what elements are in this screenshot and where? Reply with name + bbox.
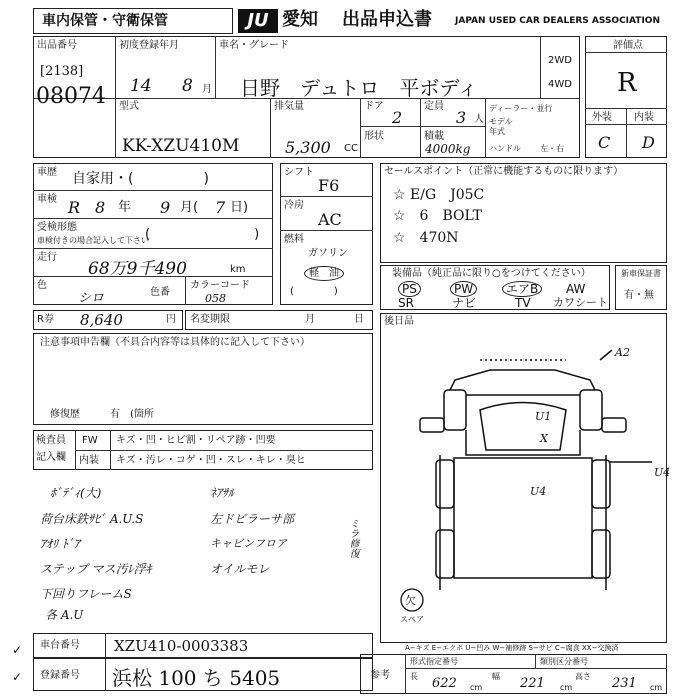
reg-month-unit: 月 — [202, 84, 212, 95]
note-left-4: ステップ マス汚ﾚ浮ｷ — [40, 562, 152, 576]
load-value: 4000kg — [425, 142, 471, 156]
shaken-era: R — [68, 198, 81, 217]
shaken-month: 9 — [160, 198, 171, 217]
type-designation-label: 形式指定番号 — [410, 657, 458, 666]
form-title: 出品申込書 — [342, 9, 432, 30]
damage-mark-x: X — [540, 432, 548, 445]
note-right-2: 左ドピラーサ部 — [210, 512, 295, 526]
model-label: 型式 — [119, 101, 139, 112]
inspector-label: 検査員 — [36, 435, 66, 446]
ju-logo: JU — [238, 9, 278, 33]
recycle-unit: 円 — [166, 314, 176, 325]
car-name: 日野 デュトロ 平ボディ — [240, 76, 478, 100]
sales-point-1: ☆ E/G J05C — [393, 187, 485, 203]
car-name-label: 車名・グレード — [219, 40, 289, 51]
dealer-label: ディーラー・並行 — [489, 104, 553, 113]
notes-label: 注意事項申告欄（不具合内容等は具体的に記入して下さい） — [40, 337, 310, 348]
note-left-2: 荷台床鉄ｻﾋﾞ A.U.S — [40, 512, 144, 526]
fw-label: FW — [82, 435, 98, 446]
plate-number: 浜松 100 ち 5405 — [112, 666, 281, 690]
chassis-number: XZU410-0003383 — [114, 637, 249, 655]
shape-label: 形状 — [364, 131, 384, 142]
reg-month: 8 — [182, 76, 193, 96]
shaken-day: 7 — [215, 198, 226, 217]
warranty-value: 有・無 — [624, 290, 654, 301]
shaken-month-unit: 月( — [180, 200, 199, 215]
drive-2wd: 2WD — [548, 55, 572, 66]
aircon-value: AC — [318, 210, 342, 229]
spare-mark: 欠 — [405, 594, 416, 607]
assoc-name: JAPAN USED CAR DEALERS ASSOCIATION — [455, 16, 660, 26]
note-left-1: ﾎﾞﾃﾞｨ(大) — [50, 486, 102, 500]
displacement-label: 排気量 — [274, 101, 304, 112]
load-label: 積載 — [424, 131, 444, 142]
lot-sub-number: [2138] — [40, 64, 84, 79]
interior-grade: D — [642, 133, 655, 152]
drive-4wd: 4WD — [548, 79, 572, 90]
sales-point-3: ☆ 470N — [393, 230, 459, 246]
equip-ps: PS — [398, 281, 421, 297]
doors-value: 2 — [392, 108, 403, 127]
length-label: 長 — [410, 672, 418, 681]
handle-label: ハンドル — [489, 144, 521, 153]
height-label: 高さ — [575, 672, 591, 681]
fuel-gas: ガソリン — [308, 248, 348, 259]
spare-label: スペア — [400, 615, 424, 624]
width-unit: cm — [560, 683, 573, 692]
name-change-label: 名変期限 — [190, 314, 230, 325]
damage-legend: A−キズ E−エクボ U−凹み W−補修跡 S−サビ C−腐食 XX−交換済 — [405, 644, 619, 652]
note-left-5: 下回りフレームS — [40, 587, 132, 601]
history-label: 車歴 — [37, 167, 57, 178]
warranty-label: 新車保証書 — [621, 269, 661, 278]
width-value: 221 — [520, 676, 545, 691]
check-mark-2: ✓ — [12, 670, 23, 684]
damage-mark-u4-bed: U4 — [530, 485, 547, 498]
year-label: 年式 — [489, 127, 505, 136]
displacement-unit: CC — [344, 143, 358, 154]
lot-number: 08074 — [36, 84, 106, 109]
storage-note-box — [33, 8, 233, 34]
fuel-label: 燃料 — [284, 234, 304, 245]
model-year-label: モデル — [489, 117, 513, 126]
mileage-unit: km — [230, 264, 246, 275]
rear-seat-label: 後日品 — [384, 316, 414, 327]
entry-label: 記入欄 — [36, 452, 66, 463]
reference-label: 参考 — [370, 670, 390, 681]
shaken-year: 8 — [95, 198, 106, 217]
fuel-diesel: 軽 油 — [304, 266, 344, 281]
color-code-title: カラーコード — [190, 280, 250, 291]
sales-points-label: セールスポイント（正常に機能するものに限ります） — [384, 166, 624, 177]
repair-label: 修復歴 — [50, 409, 80, 420]
org-name: 愛知 — [282, 9, 318, 30]
repair-value: 有 (箇所 — [110, 409, 154, 420]
model-value: KK-XZU410M — [122, 136, 240, 156]
name-change-day: 日 — [354, 314, 364, 325]
shaken-day-unit: 日) — [230, 200, 249, 215]
doors-label: ドア — [364, 101, 384, 112]
width-label: 幅 — [492, 672, 500, 681]
equip-pw: PW — [450, 281, 477, 297]
equip-sr: SR — [398, 296, 414, 310]
color-code-value: 058 — [205, 292, 226, 305]
storage-note: 車内保管・守衛保管 — [42, 13, 168, 29]
handle-value: 左・右 — [540, 144, 564, 153]
mileage-label: 走行 — [37, 252, 57, 263]
color-code-label: 色番 — [150, 287, 170, 298]
equip-leather-seat: カワシート — [553, 296, 608, 309]
form-type-label: 受検形態 — [37, 222, 77, 233]
form-type-sub: 車検付きの場合記入して下さい — [37, 236, 149, 245]
interior-label-row: 内装 — [79, 455, 99, 466]
capacity-unit: 人 — [474, 114, 484, 125]
history-value: 自家用・( ) — [72, 171, 209, 187]
height-unit: cm — [650, 683, 663, 692]
interior-label: 内装 — [634, 112, 654, 123]
equip-airbag: エアB — [502, 281, 542, 297]
rating-label: 評価点 — [613, 40, 643, 51]
first-reg-label: 初度登録年月 — [119, 40, 179, 51]
damage-mark-u1: U1 — [535, 410, 552, 423]
mileage-value: 68万9千490 — [88, 259, 187, 279]
equip-navi: ナビ — [452, 296, 477, 310]
chassis-label: 車台番号 — [40, 640, 80, 651]
note-right-3: キャビンフロア — [210, 537, 287, 550]
damage-mark-u4-side: U4 — [654, 466, 671, 479]
fuel-other: ( ) — [290, 286, 338, 297]
exterior-label: 外装 — [592, 112, 612, 123]
check-mark-1: ✓ — [12, 643, 23, 657]
color-value: シロ — [78, 291, 105, 306]
height-value: 231 — [612, 676, 637, 691]
damage-mark-a2: A2 — [615, 346, 630, 359]
category-label: 類別区分番号 — [540, 657, 588, 666]
exterior-grade: C — [598, 133, 611, 152]
reg-year: 14 — [130, 76, 152, 96]
shaken-year-unit: 年 — [118, 200, 132, 215]
note-side: ミラ修復 — [347, 518, 358, 558]
shift-label: シフト — [284, 167, 314, 178]
recycle-label: R券 — [37, 314, 54, 325]
interior-damage-types: キズ・汚レ・コゲ・凹・スレ・キレ・臭ヒ — [116, 455, 306, 466]
recycle-value: 8,640 — [80, 311, 123, 329]
note-right-1: ﾈｱｻﾙ — [210, 486, 235, 500]
shift-value: F6 — [318, 176, 340, 195]
shaken-label: 車検 — [37, 194, 57, 205]
note-left-6: 各 A.U — [45, 608, 84, 622]
rating-value: R — [617, 68, 637, 98]
length-unit: cm — [470, 683, 483, 692]
name-change-month: 月 — [305, 314, 315, 325]
sales-point-2: ☆ 6 BOLT — [393, 208, 482, 224]
length-value: 622 — [432, 676, 457, 691]
equip-aw: AW — [566, 282, 586, 296]
displacement-value: 5,300 — [285, 138, 331, 157]
equip-tv: TV — [515, 296, 531, 310]
capacity-label: 定員 — [424, 101, 444, 112]
color-label: 色 — [37, 280, 47, 291]
form-type-value: ( ) — [145, 227, 260, 242]
lot-label: 出品番号 — [37, 40, 77, 51]
plate-label: 登録番号 — [40, 670, 80, 681]
capacity-value: 3 — [456, 108, 467, 127]
vehicle-diagram — [380, 340, 671, 630]
exterior-damage-types: キズ・凹・ヒビ割・リペア跡・凹要 — [116, 435, 276, 446]
note-right-4: オイルモレ — [210, 562, 270, 576]
aircon-label: 冷房 — [284, 200, 304, 211]
equipment-label: 装備品（純正品に限り○をつけてください） — [392, 268, 591, 279]
note-left-3: ｱｵﾘ ﾄﾞｱ — [40, 537, 80, 551]
